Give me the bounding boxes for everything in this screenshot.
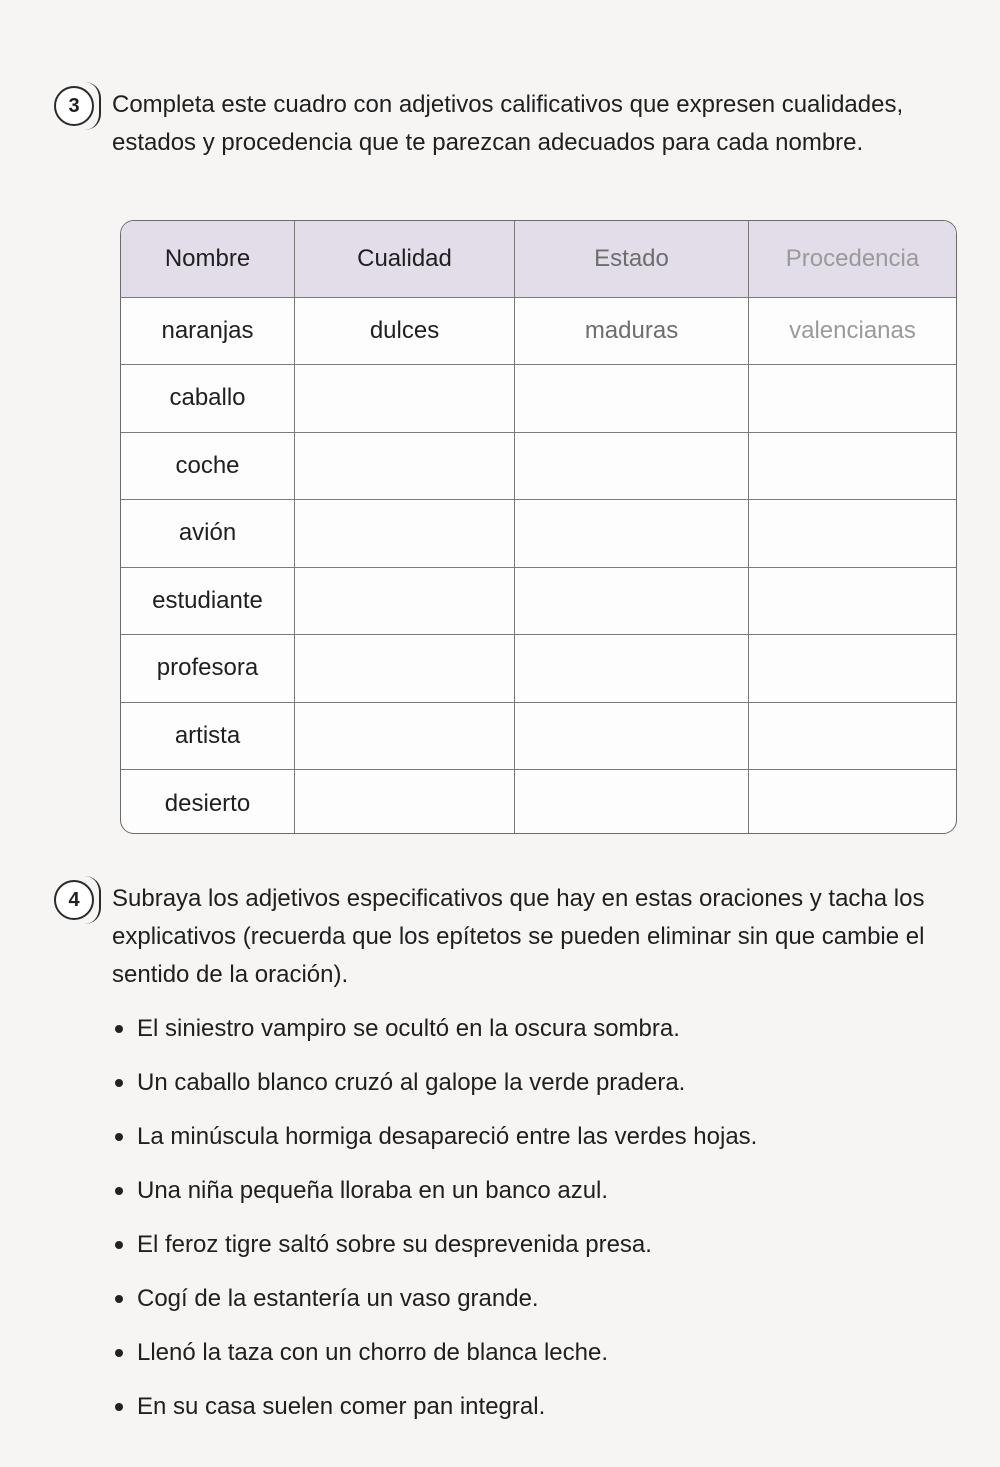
sentence-text[interactable]: El feroz tigre saltó sobre su desprevenida presa. — [137, 1231, 652, 1258]
header-procedencia: Procedencia — [749, 221, 957, 297]
cell-cualidad[interactable] — [295, 635, 515, 703]
cell-procedencia[interactable] — [749, 567, 957, 635]
bullet-icon — [115, 1349, 123, 1357]
cell-nombre: estudiante — [121, 567, 295, 635]
sentence-text[interactable]: La minúscula hormiga desapareció entre las verdes hojas. — [137, 1123, 758, 1150]
sentence-text[interactable]: Una niña pequeña lloraba en un banco azul. — [137, 1177, 609, 1204]
table-row — [121, 297, 956, 365]
cell-estado[interactable] — [515, 365, 749, 433]
sentence-text[interactable]: El siniestro vampiro se ocultó en la oscura sombra. — [137, 1015, 680, 1042]
cell-cualidad[interactable] — [295, 500, 515, 568]
bullet-icon — [115, 1403, 123, 1411]
sentence-list — [115, 1002, 965, 1434]
sentence-text[interactable]: En su casa suelen comer pan integral. — [137, 1393, 546, 1420]
cell-nombre: desierto — [121, 770, 295, 835]
cell-procedencia[interactable] — [749, 635, 957, 703]
bullet-icon — [115, 1133, 123, 1141]
table-row — [121, 567, 956, 635]
table-row — [121, 432, 956, 500]
bullet-icon — [115, 1025, 123, 1033]
cell-nombre: caballo — [121, 365, 295, 433]
table-row — [121, 770, 956, 835]
cell-cualidad[interactable] — [295, 432, 515, 500]
list-item — [115, 1272, 965, 1326]
list-item — [115, 1326, 965, 1380]
exercise-instructions: Subraya los adjetivos especificativos que hay en estas oraciones y tacha los explicativos (recuerda que los epítetos se pueden eliminar sin que cambie el sentido de la oración). — [112, 885, 925, 988]
cell-cualidad[interactable] — [295, 702, 515, 770]
cell-cualidad: dulces — [295, 297, 515, 365]
cell-procedencia[interactable] — [749, 365, 957, 433]
cell-estado[interactable] — [515, 500, 749, 568]
table-header-row — [121, 221, 956, 297]
header-estado: Estado — [515, 221, 749, 297]
cell-procedencia[interactable] — [749, 500, 957, 568]
cell-procedencia[interactable] — [749, 770, 957, 835]
cell-procedencia: valencianas — [749, 297, 957, 365]
badge-swirl-icon — [85, 876, 101, 924]
bullet-icon — [115, 1241, 123, 1249]
cell-procedencia[interactable] — [749, 702, 957, 770]
header-nombre: Nombre — [121, 221, 295, 297]
cell-nombre: avión — [121, 500, 295, 568]
cell-estado[interactable] — [515, 432, 749, 500]
cell-nombre: profesora — [121, 635, 295, 703]
cell-cualidad[interactable] — [295, 770, 515, 835]
list-item — [115, 1164, 965, 1218]
bullet-icon — [115, 1187, 123, 1195]
exercise-instructions: Completa este cuadro con adjetivos calificativos que expresen cualidades, estados y procedencia que te parezcan adecuados para cada nombre. — [112, 91, 904, 156]
cell-estado[interactable] — [515, 567, 749, 635]
table-row — [121, 500, 956, 568]
adjectives-table — [120, 220, 957, 834]
sentence-text[interactable]: Cogí de la estantería un vaso grande. — [137, 1285, 539, 1312]
bullet-icon — [115, 1079, 123, 1087]
cell-cualidad[interactable] — [295, 365, 515, 433]
exercise-number: 4 — [68, 888, 80, 911]
list-item — [115, 1056, 965, 1110]
exercise-number-badge — [54, 880, 94, 920]
badge-swirl-icon — [85, 82, 101, 130]
cell-procedencia[interactable] — [749, 432, 957, 500]
cell-estado[interactable] — [515, 702, 749, 770]
bullet-icon — [115, 1295, 123, 1303]
exercise-number: 3 — [68, 94, 80, 117]
cell-nombre: coche — [121, 432, 295, 500]
table-row — [121, 365, 956, 433]
list-item — [115, 1218, 965, 1272]
list-item — [115, 1380, 965, 1434]
sentence-text[interactable]: Llenó la taza con un chorro de blanca leche. — [137, 1339, 608, 1366]
list-item — [115, 1002, 965, 1056]
header-cualidad: Cualidad — [295, 221, 515, 297]
cell-cualidad[interactable] — [295, 567, 515, 635]
cell-estado[interactable] — [515, 635, 749, 703]
cell-nombre: naranjas — [121, 297, 295, 365]
list-item — [115, 1110, 965, 1164]
table-row — [121, 702, 956, 770]
cell-estado[interactable] — [515, 770, 749, 835]
table-row — [121, 635, 956, 703]
cell-nombre: artista — [121, 702, 295, 770]
cell-estado: maduras — [515, 297, 749, 365]
sentence-text[interactable]: Un caballo blanco cruzó al galope la verde pradera. — [137, 1069, 686, 1096]
exercise-number-badge — [54, 86, 94, 126]
